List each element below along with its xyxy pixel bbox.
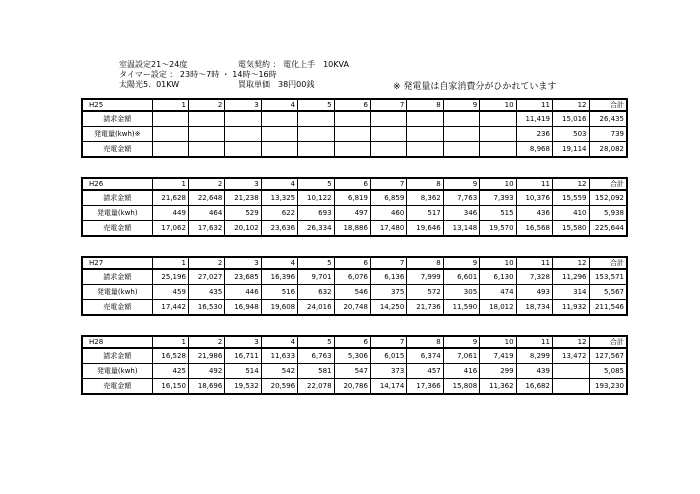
month-header: 1 [152,257,188,269]
table-cell: 373 [370,364,406,379]
table-row [82,221,627,237]
table-cell [334,111,370,127]
row-total: 5,567 [589,285,627,300]
table-cell: 20,596 [261,379,297,395]
table-header-row [82,257,627,269]
row-label: 請求金額 [82,190,152,206]
month-header: 8 [407,257,443,269]
month-header: 1 [152,336,188,348]
month-header: 12 [552,257,589,269]
table-cell: 18,696 [188,379,224,395]
table-cell: 8,968 [516,142,552,158]
table-cell [370,142,406,158]
month-header: 6 [334,178,370,190]
table-row [82,190,627,206]
table-cell: 16,711 [225,348,261,364]
table-cell: 632 [298,285,334,300]
table-cell: 7,393 [480,190,516,206]
table-cell: 24,016 [298,300,334,316]
table-cell: 22,078 [298,379,334,395]
month-header: 7 [370,178,406,190]
table-cell [370,127,406,142]
table-cell: 515 [480,206,516,221]
table-cell: 20,748 [334,300,370,316]
table-cell [261,142,297,158]
table-cell: 19,608 [261,300,297,316]
table-row [82,111,627,127]
year-label: H26 [82,178,152,190]
table-cell: 6,819 [334,190,370,206]
month-header: 9 [443,257,479,269]
month-header: 6 [334,99,370,111]
month-header: 5 [298,257,334,269]
row-total: 26,435 [589,111,627,127]
month-header: 11 [516,257,552,269]
electricity-contract: 電気契約 ： 電化上手 10KVA [238,60,349,69]
table-cell [225,127,261,142]
month-header: 3 [225,99,261,111]
table-cell: 16,528 [152,348,188,364]
row-label: 発電量(kwh) [82,364,152,379]
table-cell [407,127,443,142]
table-cell: 11,633 [261,348,297,364]
month-header: 12 [552,178,589,190]
month-header: 9 [443,336,479,348]
table-cell: 460 [370,206,406,221]
table-cell [370,111,406,127]
month-header: 10 [480,178,516,190]
table-cell: 517 [407,206,443,221]
table-cell: 15,808 [443,379,479,395]
table-cell [298,127,334,142]
table-cell: 23,636 [261,221,297,237]
table-cell: 457 [407,364,443,379]
table-cell: 305 [443,285,479,300]
table-cell: 18,012 [480,300,516,316]
row-label: 発電量(kwh)※ [82,127,152,142]
table-cell: 11,362 [480,379,516,395]
table-cell [152,142,188,158]
table-cell [188,127,224,142]
table-cell: 693 [298,206,334,221]
table-cell [334,142,370,158]
row-label: 発電量(kwh) [82,206,152,221]
table-row [82,300,627,316]
table-cell: 572 [407,285,443,300]
table-cell [152,127,188,142]
month-header: 12 [552,99,589,111]
table-cell [552,379,589,395]
table-cell: 474 [480,285,516,300]
table-cell: 6,015 [370,348,406,364]
table-cell: 7,763 [443,190,479,206]
year-table-h28 [81,335,628,395]
row-total: 152,092 [589,190,627,206]
table-cell [261,127,297,142]
row-total: 5,938 [589,206,627,221]
year-label: H27 [82,257,152,269]
month-header: 3 [225,336,261,348]
table-cell: 27,027 [188,269,224,285]
table-cell: 18,886 [334,221,370,237]
row-label: 売電金額 [82,300,152,316]
table-cell [443,127,479,142]
table-cell: 8,362 [407,190,443,206]
table-cell [188,142,224,158]
table-cell: 17,366 [407,379,443,395]
table-cell [261,111,297,127]
purchase-price: 買取単価 38円00銭 [238,80,315,89]
table-cell: 16,530 [188,300,224,316]
table-cell: 10,376 [516,190,552,206]
table-cell [298,142,334,158]
month-header: 1 [152,99,188,111]
table-cell: 410 [552,206,589,221]
table-cell: 13,148 [443,221,479,237]
month-header: 5 [298,336,334,348]
table-cell: 19,646 [407,221,443,237]
table-cell: 11,590 [443,300,479,316]
month-header: 11 [516,99,552,111]
table-row [82,285,627,300]
table-cell: 16,396 [261,269,297,285]
table-cell: 529 [225,206,261,221]
month-header: 11 [516,178,552,190]
table-row [82,206,627,221]
table-cell: 21,986 [188,348,224,364]
table-cell: 346 [443,206,479,221]
table-cell: 16,682 [516,379,552,395]
table-cell: 25,196 [152,269,188,285]
table-cell: 17,442 [152,300,188,316]
table-cell: 314 [552,285,589,300]
total-header: 合計 [589,178,627,190]
month-header: 4 [261,257,297,269]
month-header: 1 [152,178,188,190]
row-total: 5,085 [589,364,627,379]
table-cell: 436 [516,206,552,221]
table-cell: 11,296 [552,269,589,285]
table-cell: 459 [152,285,188,300]
row-label: 請求金額 [82,269,152,285]
table-cell: 20,102 [225,221,261,237]
table-cell: 20,786 [334,379,370,395]
table-cell: 6,374 [407,348,443,364]
table-cell: 14,174 [370,379,406,395]
row-total: 739 [589,127,627,142]
table-cell: 6,130 [480,269,516,285]
table-cell: 13,325 [261,190,297,206]
table-cell: 542 [261,364,297,379]
table-cell: 581 [298,364,334,379]
table-cell: 13,472 [552,348,589,364]
month-header: 4 [261,336,297,348]
month-header: 7 [370,99,406,111]
table-cell: 299 [480,364,516,379]
table-cell: 497 [334,206,370,221]
table-cell: 15,580 [552,221,589,237]
table-cell: 9,701 [298,269,334,285]
month-header: 9 [443,178,479,190]
table-cell: 21,736 [407,300,443,316]
row-label: 売電金額 [82,142,152,158]
table-cell: 514 [225,364,261,379]
month-header: 12 [552,336,589,348]
row-total: 193,230 [589,379,627,395]
month-header: 3 [225,257,261,269]
month-header: 8 [407,178,443,190]
month-header: 4 [261,178,297,190]
row-total: 225,644 [589,221,627,237]
table-cell: 375 [370,285,406,300]
generation-note: ※ 発電量は自家消費分がひかれています [393,82,557,92]
year-label: H28 [82,336,152,348]
table-cell: 11,932 [552,300,589,316]
table-cell: 10,122 [298,190,334,206]
table-cell: 17,480 [370,221,406,237]
table-cell: 17,632 [188,221,224,237]
row-label: 請求金額 [82,111,152,127]
table-cell: 547 [334,364,370,379]
table-cell: 6,859 [370,190,406,206]
table-cell: 503 [552,127,589,142]
table-cell: 6,601 [443,269,479,285]
table-row [82,348,627,364]
month-header: 5 [298,178,334,190]
table-cell: 21,628 [152,190,188,206]
month-header: 6 [334,257,370,269]
row-total: 211,546 [589,300,627,316]
table-row [82,269,627,285]
table-header-row [82,99,627,111]
table-cell: 22,648 [188,190,224,206]
row-label: 売電金額 [82,221,152,237]
row-label: 発電量(kwh) [82,285,152,300]
month-header: 9 [443,99,479,111]
table-cell: 492 [188,364,224,379]
table-cell [225,142,261,158]
month-header: 8 [407,336,443,348]
table-header-row [82,336,627,348]
solar-capacity: 太陽光5．01KW [119,80,180,89]
year-table-h26 [81,177,628,237]
month-header: 2 [188,257,224,269]
table-cell: 21,238 [225,190,261,206]
table-cell [480,142,516,158]
month-header: 11 [516,336,552,348]
row-total: 28,082 [589,142,627,158]
row-label: 売電金額 [82,379,152,395]
table-cell [552,364,589,379]
month-header: 10 [480,99,516,111]
total-header: 合計 [589,257,627,269]
table-cell: 16,568 [516,221,552,237]
table-cell: 6,763 [298,348,334,364]
table-cell: 7,419 [480,348,516,364]
total-header: 合計 [589,336,627,348]
month-header: 10 [480,336,516,348]
table-cell [188,111,224,127]
table-cell: 15,016 [552,111,589,127]
table-cell [443,142,479,158]
table-cell: 446 [225,285,261,300]
row-label: 請求金額 [82,348,152,364]
month-header: 7 [370,336,406,348]
table-cell: 11,419 [516,111,552,127]
month-header: 4 [261,99,297,111]
table-cell: 16,948 [225,300,261,316]
table-cell: 236 [516,127,552,142]
month-header: 5 [298,99,334,111]
table-cell [152,111,188,127]
month-header: 7 [370,257,406,269]
table-cell: 464 [188,206,224,221]
table-cell: 449 [152,206,188,221]
table-header-row [82,178,627,190]
year-table-h25 [81,98,628,158]
month-header: 2 [188,336,224,348]
table-row [82,127,627,142]
table-cell: 6,136 [370,269,406,285]
total-header: 合計 [589,99,627,111]
table-cell: 7,061 [443,348,479,364]
table-cell: 7,328 [516,269,552,285]
table-cell: 17,062 [152,221,188,237]
row-total: 127,567 [589,348,627,364]
table-cell: 6,076 [334,269,370,285]
table-cell: 5,306 [334,348,370,364]
table-cell: 516 [261,285,297,300]
table-cell: 19,114 [552,142,589,158]
month-header: 2 [188,99,224,111]
table-cell: 7,999 [407,269,443,285]
month-header: 3 [225,178,261,190]
table-cell: 26,334 [298,221,334,237]
table-cell [480,127,516,142]
table-cell [298,111,334,127]
table-cell: 15,559 [552,190,589,206]
table-cell: 439 [516,364,552,379]
month-header: 8 [407,99,443,111]
table-cell: 23,685 [225,269,261,285]
month-header: 10 [480,257,516,269]
table-cell [225,111,261,127]
contract-temperature-setting: 室温設定21～24度 [119,60,188,69]
table-cell: 546 [334,285,370,300]
table-row [82,142,627,158]
table-cell [334,127,370,142]
table-cell: 416 [443,364,479,379]
table-cell: 435 [188,285,224,300]
table-cell: 18,734 [516,300,552,316]
table-row [82,364,627,379]
table-cell: 622 [261,206,297,221]
month-header: 6 [334,336,370,348]
table-cell [480,111,516,127]
year-table-h27 [81,256,628,316]
table-cell: 19,532 [225,379,261,395]
table-cell: 16,150 [152,379,188,395]
table-row [82,379,627,395]
month-header: 2 [188,178,224,190]
year-label: H25 [82,99,152,111]
table-cell [407,142,443,158]
table-cell: 8,299 [516,348,552,364]
table-cell: 14,250 [370,300,406,316]
table-cell: 493 [516,285,552,300]
timer-setting: タイマー設定 ： 23時～7時 ・ 14時～16時 [119,70,277,79]
table-cell [443,111,479,127]
table-cell: 425 [152,364,188,379]
table-cell: 19,570 [480,221,516,237]
row-total: 153,571 [589,269,627,285]
table-cell [407,111,443,127]
